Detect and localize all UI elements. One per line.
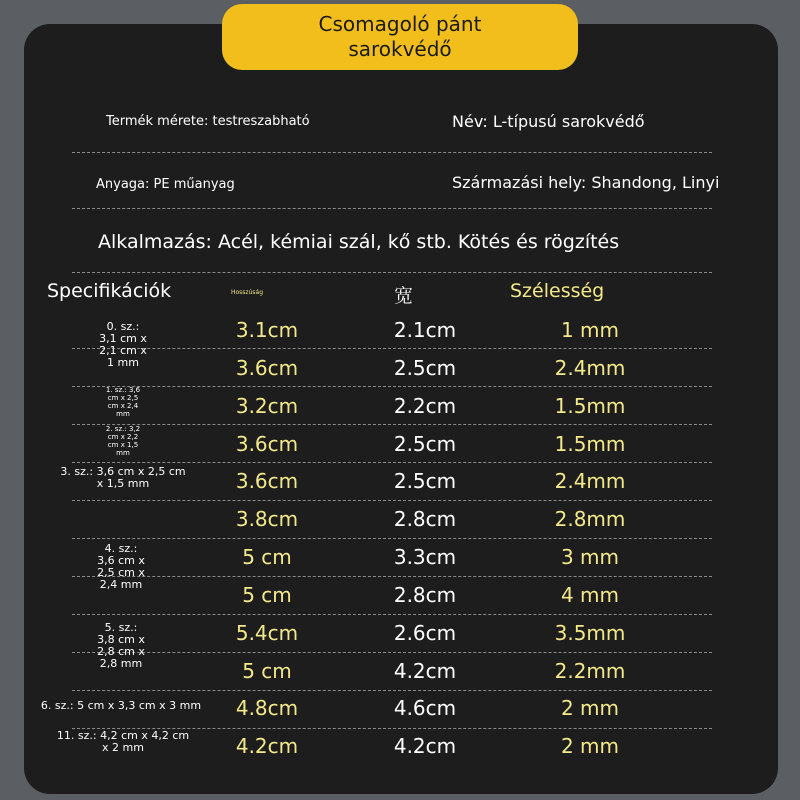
thickness-cell: 2 mm <box>560 734 620 758</box>
divider <box>72 152 712 153</box>
row-divider <box>72 386 712 387</box>
length-header: Hosszúság <box>231 289 263 296</box>
width-cell: 4.6cm <box>393 696 457 720</box>
length-cell: 5.4cm <box>235 621 299 645</box>
length-cell: 3.6cm <box>235 469 299 493</box>
thickness-cell: 2.8mm <box>554 507 626 531</box>
row-divider <box>72 500 712 501</box>
thickness-cell: 2.4mm <box>554 469 626 493</box>
length-cell: 3.6cm <box>235 356 299 380</box>
thickness-cell: 1.5mm <box>554 432 626 456</box>
width-cell: 2.5cm <box>393 356 457 380</box>
divider <box>72 272 712 273</box>
spec-label: 11. sz.: 4,2 cm x 4,2 cm x 2 mm <box>56 729 190 754</box>
length-cell: 4.8cm <box>235 696 299 720</box>
thickness-cell: 2 mm <box>560 696 620 720</box>
product-material: Anyaga: PE műanyag <box>96 177 235 192</box>
product-size: Termék mérete: testreszabható <box>106 114 310 129</box>
spec-label: 5. sz.: 3,8 cm x 2,8 cm x 2,8 mm <box>97 621 145 670</box>
product-origin: Származási hely: Shandong, Linyi <box>452 173 720 192</box>
length-cell: 3.2cm <box>235 394 299 418</box>
row-divider <box>72 690 712 691</box>
length-cell: 3.6cm <box>235 432 299 456</box>
width-header: 宽 <box>394 285 414 307</box>
length-cell: 3.1cm <box>235 318 299 342</box>
breadth-header: Szélesség <box>510 280 605 302</box>
row-divider <box>72 462 712 463</box>
length-cell: 5 cm <box>242 583 292 607</box>
length-cell: 5 cm <box>242 659 292 683</box>
row-divider <box>72 614 712 615</box>
thickness-cell: 2.4mm <box>554 356 626 380</box>
row-divider <box>72 424 712 425</box>
length-cell: 4.2cm <box>235 734 299 758</box>
spec-label: 3. sz.: 3,6 cm x 2,5 cm x 1,5 mm <box>60 465 186 490</box>
width-cell: 2.5cm <box>393 469 457 493</box>
spec-label: 2. sz.: 3,2 cm x 2,2 cm x 1,5 mm <box>105 425 141 457</box>
row-divider <box>72 538 712 539</box>
row-divider <box>72 576 712 577</box>
length-cell: 3.8cm <box>235 507 299 531</box>
width-cell: 4.2cm <box>393 734 457 758</box>
width-cell: 2.8cm <box>393 507 457 531</box>
product-name: Név: L-típusú sarokvédő <box>452 112 645 131</box>
thickness-cell: 3 mm <box>560 545 620 569</box>
thickness-cell: 3.5mm <box>554 621 626 645</box>
width-cell: 2.8cm <box>393 583 457 607</box>
width-cell: 2.6cm <box>393 621 457 645</box>
page-title: Csomagoló pánt sarokvédő <box>318 12 482 61</box>
thickness-cell: 2.2mm <box>554 659 626 683</box>
width-cell: 3.3cm <box>393 545 457 569</box>
spec-header: Specifikációk <box>47 280 172 302</box>
title-banner <box>222 4 578 70</box>
spec-label: 0. sz.: 3,1 cm x 2,1 cm x 1 mm <box>99 320 147 369</box>
thickness-cell: 4 mm <box>560 583 620 607</box>
spec-label: 4. sz.: 3,6 cm x 2,5 cm x 2,4 mm <box>97 542 145 591</box>
width-cell: 4.2cm <box>393 659 457 683</box>
divider <box>72 208 712 209</box>
width-cell: 2.1cm <box>393 318 457 342</box>
spec-label: 6. sz.: 5 cm x 3,3 cm x 3 mm <box>40 699 202 712</box>
row-divider <box>72 652 712 653</box>
spec-label: 1. sz.: 3,6 cm x 2,5 cm x 2,4 mm <box>105 386 141 418</box>
row-divider <box>72 348 712 349</box>
width-cell: 2.2cm <box>393 394 457 418</box>
thickness-cell: 1 mm <box>560 318 620 342</box>
width-cell: 2.5cm <box>393 432 457 456</box>
thickness-cell: 1.5mm <box>554 394 626 418</box>
product-application: Alkalmazás: Acél, kémiai szál, kő stb. Kötés és rögzítés <box>98 231 620 253</box>
length-cell: 5 cm <box>242 545 292 569</box>
